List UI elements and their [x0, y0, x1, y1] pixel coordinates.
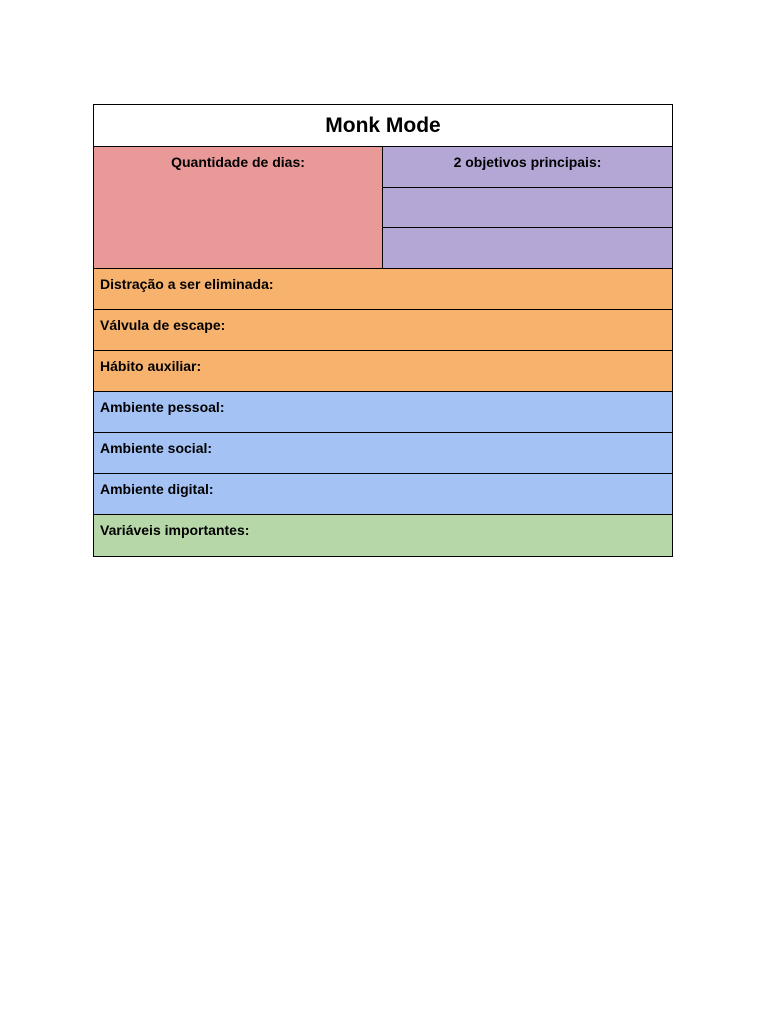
field-auxiliary-habit[interactable]: Hábito auxiliar: — [94, 351, 672, 392]
goal-cell-header[interactable]: 2 objetivos principais: — [383, 147, 672, 188]
sheet-title: Monk Mode — [94, 105, 672, 147]
field-important-variables[interactable]: Variáveis importantes: — [94, 515, 672, 556]
goal-cell-2[interactable] — [383, 228, 672, 268]
monk-mode-sheet — [93, 104, 673, 557]
goal-cell-1[interactable] — [383, 188, 672, 229]
days-cell[interactable]: Quantidade de dias: — [94, 147, 383, 268]
field-digital-environment[interactable]: Ambiente digital: — [94, 474, 672, 515]
field-escape-valve[interactable]: Válvula de escape: — [94, 310, 672, 351]
field-distraction[interactable]: Distração a ser eliminada: — [94, 269, 672, 310]
goals-column — [383, 147, 672, 268]
field-personal-environment[interactable]: Ambiente pessoal: — [94, 392, 672, 433]
top-block — [94, 147, 672, 269]
field-social-environment[interactable]: Ambiente social: — [94, 433, 672, 474]
